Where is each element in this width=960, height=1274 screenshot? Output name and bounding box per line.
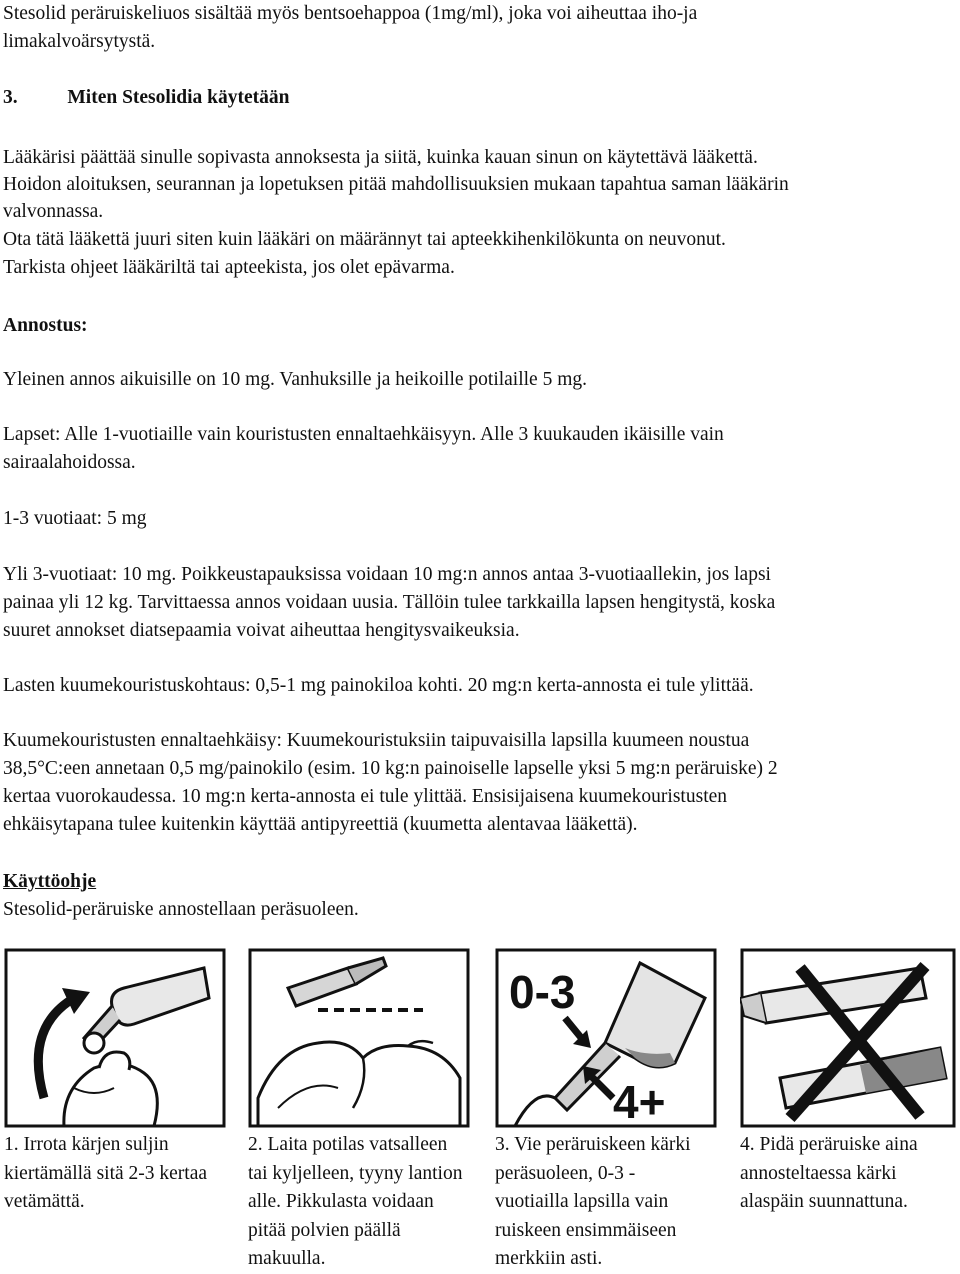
dosage-adults: Yleinen annos aikuisille on 10 mg. Vanhuksille ja heikoille potilaille 5 mg. [3,369,588,390]
intro-line-1: Stesolid peräruiskeliuos sisältää myös bentsoehappoa (1mg/ml), joka voi aiheuttaa iho-ja [3,3,698,24]
usage-line-5: Tarkista ohjeet lääkäriltä tai apteekista, jos olet epävarma. [3,257,455,278]
dosage-heading: Annostus: [3,315,88,336]
figure-3-insert-tip [495,948,717,1128]
dosage-age-1-3: 1-3 vuotiaat: 5 mg [3,508,147,529]
section-heading [3,84,289,112]
figure-3-label-0-3: 0-3 [509,966,576,1018]
section-number: 3. [3,87,18,108]
dosage-febrile-seizure: Lasten kuumekouristuskohtaus: 0,5-1 mg painokiloa kohti. 20 mg:n kerta-annosta ei tule ylittää. [3,675,754,696]
figure-3-label-4plus: 4+ [613,1076,666,1128]
figure-2-position-patient [248,948,470,1128]
usage-line-1: Lääkärisi päättää sinulle sopivasta annoksesta ja siitä, kuinka kauan sinun on käytettävä lääkettä. [3,147,758,168]
figure-2-illustration [248,948,470,1128]
step-1-caption: 1. Irrota kärjen suljin kiertämällä sitä 2-3 kertaa vetämättä. [4,1134,208,1212]
prevention-line-4: ehkäisytapana tulee kuitenkin käyttää antipyreettiä (kuumetta alentavaa lääkettä). [3,814,638,835]
prevention-line-1: Kuumekouristusten ennaltaehkäisy: Kuumekouristuksiin taipuvaisilla lapsilla kuumeen noustua [3,730,750,751]
dosage-children-line-1: Lapset: Alle 1-vuotiaille vain kouristusten ennaltaehkäisyyn. Alle 3 kuukauden ikäisille vain [3,424,724,445]
figure-1-remove-cap [4,948,226,1128]
figure-1-illustration [4,948,226,1128]
figure-4-tip-down [740,948,956,1128]
usage-line-2: Hoidon aloituksen, seurannan ja lopetuksen pitää mahdollisuuksien mukaan tapahtua saman lääkärin [3,174,789,195]
instructions-heading: Käyttöohje [3,871,97,892]
instructions-subtitle: Stesolid-peräruiske annostellaan peräsuoleen. [3,899,359,920]
instruction-figures [0,940,960,1140]
dosage-over-3-line-1: Yli 3-vuotiaat: 10 mg. Poikkeustapauksissa voidaan 10 mg:n annos antaa 3-vuotiaallekin, jos lapsi [3,564,771,585]
dosage-over-3-line-3: suuret annokset diatsepaamia voivat aiheuttaa hengitysvaikeuksia. [3,620,520,641]
step-3-caption: 3. Vie peräruiskeen kärki peräsuoleen, 0-3 - vuotiailla lapsilla vain ruiskeen ensimmäiseen merkkiin asti. [495,1134,691,1269]
intro-line-2: limakalvoärsytystä. [3,31,156,52]
usage-line-4: Ota tätä lääkettä juuri siten kuin lääkäri on määrännyt tai apteekkihenkilökunta on neuvonut. [3,229,726,250]
prevention-line-2: 38,5°C:een annetaan 0,5 mg/painokilo (esim. 10 kg:n painoiselle lapselle yksi 5 mg:n peräruiske) 2 [3,758,778,779]
dosage-children-line-2: sairaalahoidossa. [3,452,136,473]
usage-line-3: valvonnassa. [3,201,104,222]
prevention-line-3: kertaa vuorokaudessa. 10 mg:n kerta-annosta ei tule ylittää. Ensisijaisena kuumekouristusten [3,786,728,807]
figure-4-illustration [740,948,956,1128]
section-title: Miten Stesolidia käytetään [67,87,290,108]
figure-3-illustration [495,948,717,1128]
step-4-caption: 4. Pidä peräruiske aina annosteltaessa kärki alaspäin suunnattuna. [740,1134,918,1212]
dosage-over-3-line-2: painaa yli 12 kg. Tarvittaessa annos voidaan uusia. Tällöin tulee tarkkailla lapsen hengitystä, koska [3,592,776,613]
step-2-caption: 2. Laita potilas vatsalleen tai kyljelleen, tyyny lantion alle. Pikkulasta voidaan pitää polvien päällä makuulla. [248,1134,463,1269]
